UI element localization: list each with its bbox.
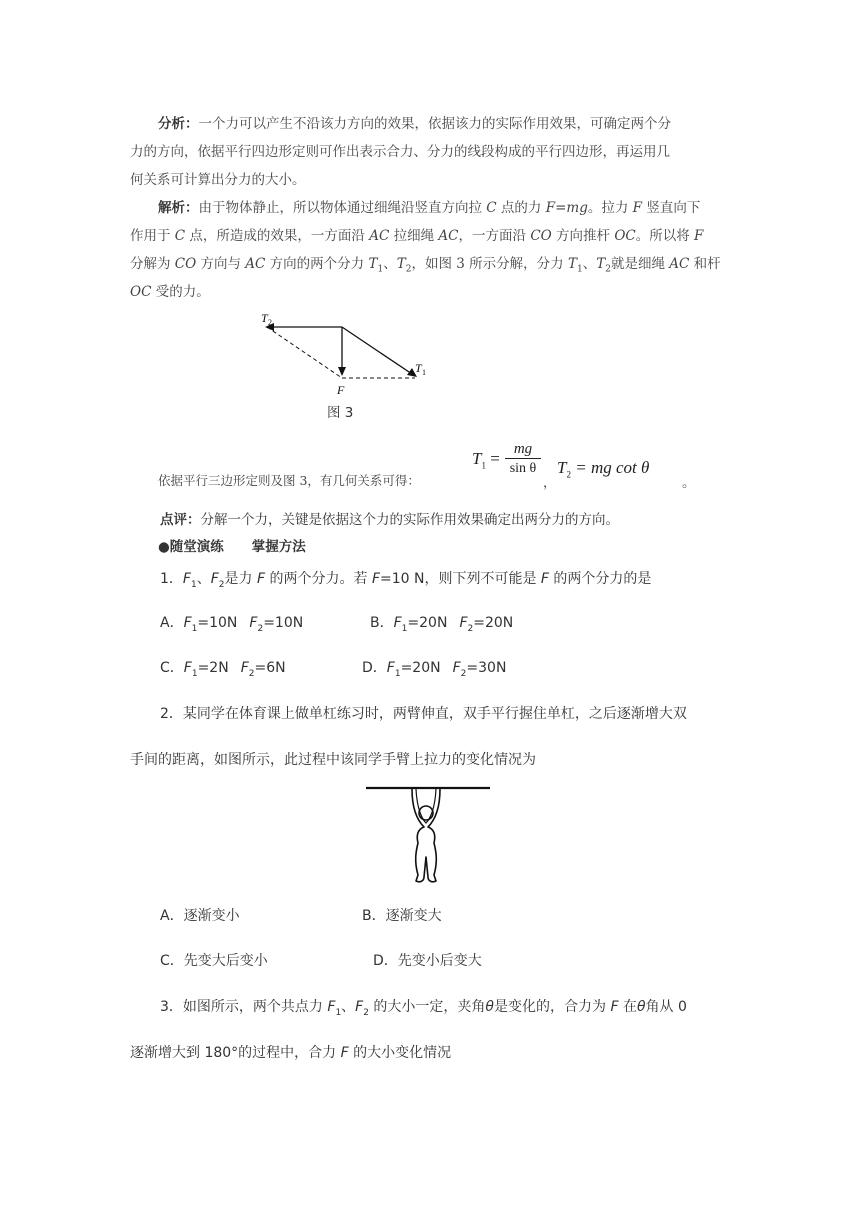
label-F: F	[337, 383, 345, 397]
q2-option-c: C．先变大后变小	[160, 953, 268, 969]
person-on-bar-illustration	[360, 783, 500, 893]
question-2-line-1: 2．某同学在体育课上做单杠练习时，两臂伸直，双手平行握住单杠，之后逐渐增大双	[160, 706, 687, 722]
analysis-line-1: 分析：一个力可以产生不沿该力方向的效果，依据该力的实际作用效果，可确定两个分	[158, 116, 671, 132]
label-T1: T	[415, 361, 422, 375]
figure-3-caption: 图 3	[327, 405, 354, 421]
analysis-label: 分析：	[158, 116, 199, 132]
equation-T1: $T_1$ =	[472, 449, 500, 471]
q2-option-b: B．逐渐变大	[362, 908, 442, 924]
solution-label: 解析：	[158, 200, 199, 216]
solution-line-3: 分解为 CO 方向与 AC 方向的两个分力 $T_1$、$T_2$，如图 3 所示分解，分力 $T_1$、$T_2$就是细绳 AC 和杆	[130, 256, 721, 275]
comment-line: 点评：分解一个力，关键是依据这个力的实际作用效果确定出两分力的方向。	[160, 512, 619, 528]
label-T2: T	[261, 311, 268, 325]
svg-text:1: 1	[422, 368, 426, 377]
svg-text:2: 2	[268, 318, 272, 327]
equation-comma: ，	[543, 475, 557, 491]
solution-line-1: 解析：由于物体静止，所以物体通过细绳沿竖直方向拉 C 点的力 F=mg。拉力 F 竖直向下	[158, 200, 701, 216]
equation-T2: $T_2$ = mg cot θ	[557, 458, 650, 480]
analysis-line-2: 力的方向，依据平行四边形定则可作出表示合力、分力的线段构成的平行四边形，再运用几	[130, 144, 670, 160]
solution-line-4: OC 受的力。	[130, 284, 210, 300]
q1-option-c: C．$F_1=2N$ $F_2=6N$	[160, 660, 286, 679]
q1-option-a: A．$F_1=10N$ $F_2=10N$	[160, 615, 304, 634]
comment-label: 点评：	[160, 512, 201, 528]
relation-text: 依据平行三边形定则及图 3，有几何关系可得：	[158, 473, 420, 488]
question-3-line-1: 3．如图所示，两个共点力 $F_1$、$F_2$ 的大小一定，夹角θ是变化的，合力为 F 在θ角从 0	[160, 999, 687, 1018]
equation-period: 。	[682, 475, 696, 491]
question-3-line-2: 逐渐增大到 180°的过程中，合力 F 的大小变化情况	[130, 1045, 452, 1061]
q1-option-d: D．$F_1=20N$ $F_2=30N$	[362, 660, 507, 679]
q1-option-b: B．$F_1=20N$ $F_2=20N$	[370, 615, 514, 634]
q2-option-a: A．逐渐变小	[160, 908, 240, 924]
pull-up-figure	[360, 783, 500, 897]
fraction-numerator: mg	[505, 440, 541, 459]
question-2-line-2: 手间的距离，如图所示，此过程中该同学手臂上拉力的变化情况为	[130, 752, 536, 768]
solution-line-2: 作用于 C 点，所造成的效果，一方面沿 AC 拉细绳 AC，一方面沿 CO 方向推杆 OC。所以将 F	[130, 228, 704, 244]
section-heading: ●随堂演练 掌握方法	[158, 539, 306, 555]
bullet-icon: ●	[158, 539, 170, 555]
analysis-line-3: 何关系可计算出分力的大小。	[130, 172, 306, 188]
q2-option-d: D．先变小后变大	[373, 953, 482, 969]
equation-fraction	[505, 440, 541, 479]
question-1: 1．$F_1$、$F_2$是力 F 的两个分力。若 F=10 N，则下列不可能是 F 的两个分力的是	[160, 571, 652, 590]
fraction-denominator: sin θ	[509, 461, 537, 476]
